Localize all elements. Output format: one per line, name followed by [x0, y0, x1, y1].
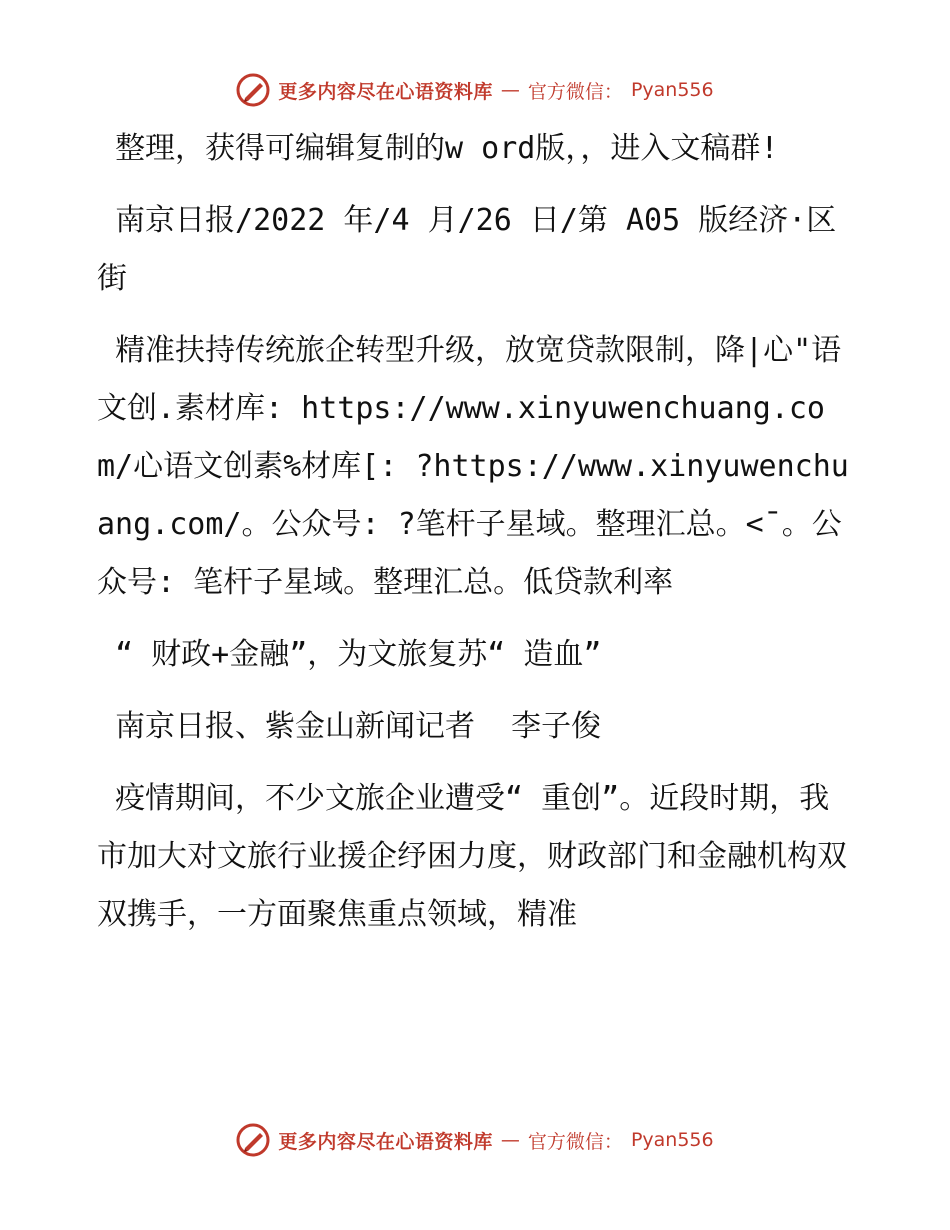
- footer-banner: [0, 1120, 950, 1160]
- paragraph-subtitle: 精准扶持传统旅企转型升级，放宽贷款限制，降|心"语文创.素材库: https://www.xinyuwenchuang.com/心语文创素%材库[: ?https://www.xinyuwenchuang.com/。公众号: ?笔杆子星域。整理汇总。<¯。公众号: 笔杆子星域。整理汇总。低贷款利率: [97, 333, 849, 600]
- header-banner: [0, 70, 950, 110]
- banner-wechat-label: 官方微信：: [527, 1130, 623, 1153]
- paragraph-byline: 南京日报、紫金山新闻记者 李子俊: [97, 709, 602, 744]
- paragraph-intro: 整理，获得可编辑复制的w ord版，，进入文稿群!: [97, 131, 779, 166]
- banner-separator: —: [500, 1129, 520, 1151]
- banner-separator: —: [500, 79, 520, 101]
- document-body: [97, 120, 857, 958]
- paragraph-source-line: 南京日报/2022 年/4 月/26 日/第 A05 版经济·区街: [97, 203, 837, 296]
- pen-logo-icon: [236, 73, 270, 107]
- banner-text: 更多内容尽在心语资料库: [278, 80, 493, 103]
- banner-text: 更多内容尽在心语资料库: [278, 1130, 493, 1153]
- banner-wechat-id: Pyan556: [630, 1129, 714, 1151]
- pen-logo-icon: [236, 1123, 270, 1157]
- paragraph-headline: “ 财政+金融”，为文旅复苏“ 造血”: [97, 637, 602, 672]
- paragraph-body: 疫情期间，不少文旅企业遭受“ 重创”。近段时期，我市加大对文旅行业援企纾困力度，财政部门和金融机构双双携手，一方面聚焦重点领域，精准: [97, 781, 847, 932]
- banner-wechat-label: 官方微信：: [527, 80, 623, 103]
- banner-wechat-id: Pyan556: [630, 79, 714, 101]
